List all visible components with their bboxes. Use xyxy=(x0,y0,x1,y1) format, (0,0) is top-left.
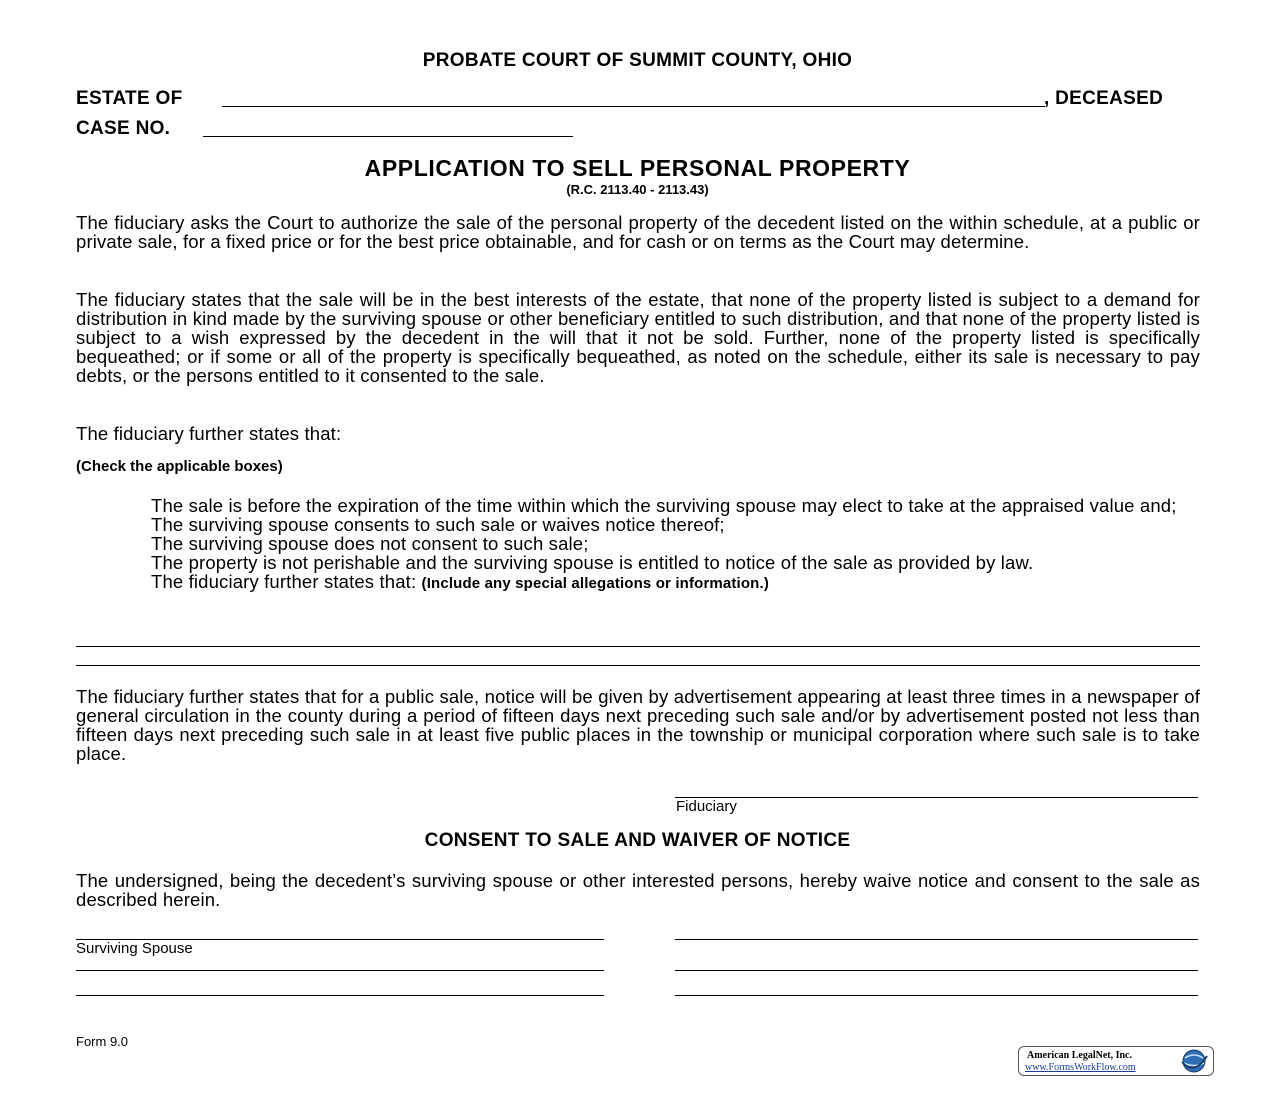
option-spouse-not-consent[interactable]: The surviving spouse does not consent to such sale; xyxy=(151,533,589,554)
applicable-options-list xyxy=(151,496,1211,593)
court-name: PROBATE COURT OF SUMMIT COUNTY, OHIO xyxy=(422,50,853,71)
fiduciary-signature-field[interactable] xyxy=(675,797,1198,798)
case-no-label: CASE NO. xyxy=(76,118,171,139)
option-spouse-consents[interactable]: The surviving spouse consents to such sale or waives notice thereof; xyxy=(151,514,725,535)
statement-paragraph: The fiduciary states that the sale will be in the best interests of the estate, that none of the property listed is subject to a demand for distribution in kind made by the surviving spouse or other beneficiary entitled to such distribution, and that none of the property listed is subject to a wish expressed by the decedent in the will that it not be sold. Further, none of the property listed is specifically bequeathed; or if some or all of the property is specifically bequeathed, as noted on the schedule, either its sale is necessary to pay debts, or the persons entitled to it consented to the sale. xyxy=(76,289,1200,386)
consent-signature-field-left-3[interactable] xyxy=(76,995,604,996)
globe-icon xyxy=(1179,1048,1209,1074)
consent-title: CONSENT TO SALE AND WAIVER OF NOTICE xyxy=(424,830,851,851)
special-allegations-field-1[interactable] xyxy=(76,646,1200,647)
fiduciary-label: Fiduciary xyxy=(676,798,737,815)
consent-signature-field-right-1[interactable] xyxy=(675,939,1198,940)
surviving-spouse-label: Surviving Spouse xyxy=(76,940,193,957)
statute-reference: (R.C. 2113.40 - 2113.43) xyxy=(566,182,709,197)
option-not-perishable[interactable]: The property is not perishable and the surviving spouse is entitled to notice of the sale as provided by law. xyxy=(151,552,1034,573)
estate-of-label: ESTATE OF xyxy=(76,88,183,109)
special-allegations-note: (Include any special allegations or information.) xyxy=(421,575,769,592)
consent-signature-field-right-3[interactable] xyxy=(675,995,1198,996)
option-before-expiration[interactable]: The sale is before the expiration of the time within which the surviving spouse may elect to take at the appraised value and; xyxy=(151,495,1177,516)
special-allegations-text: The fiduciary further states that: xyxy=(151,571,422,592)
check-boxes-note: (Check the applicable boxes) xyxy=(76,458,283,475)
logo-company-name: American LegalNet, Inc. xyxy=(1027,1050,1132,1061)
consent-signature-field-right-2[interactable] xyxy=(675,970,1198,971)
deceased-label: , DECEASED xyxy=(1044,88,1164,109)
form-title: APPLICATION TO SELL PERSONAL PROPERTY xyxy=(364,155,911,181)
further-states-text: The fiduciary further states that: xyxy=(76,423,342,444)
public-sale-notice-paragraph: The fiduciary further states that for a public sale, notice will be given by advertisement appearing at least three times in a newspaper of general circulation in the county during a period of fifteen days next preceding such sale and/or by advertisement posted not less than fifteen days next preceding such sale in at least five public places in the township or municipal corporation where such sale is to take place. xyxy=(76,686,1200,764)
form-number: Form 9.0 xyxy=(76,1034,129,1049)
request-paragraph: The fiduciary asks the Court to authorize the sale of the personal property of the decedent listed on the within schedule, at a public or private sale, for a fixed price or for the best price obtainable, and for cash or on terms as the Court may determine. xyxy=(76,212,1200,252)
logo-url[interactable]: www.FormsWorkFlow.com xyxy=(1025,1062,1136,1073)
case-no-field[interactable] xyxy=(203,136,573,137)
consent-signature-field-left-2[interactable] xyxy=(76,970,604,971)
estate-name-field[interactable] xyxy=(222,106,1045,107)
american-legalnet-logo[interactable] xyxy=(1018,1046,1214,1076)
special-allegations-field-2[interactable] xyxy=(76,665,1200,666)
special-allegations-line xyxy=(151,572,1211,593)
consent-paragraph: The undersigned, being the decedent’s surviving spouse or other interested persons, hereby waive notice and consent to the sale as described herein. xyxy=(76,870,1200,910)
